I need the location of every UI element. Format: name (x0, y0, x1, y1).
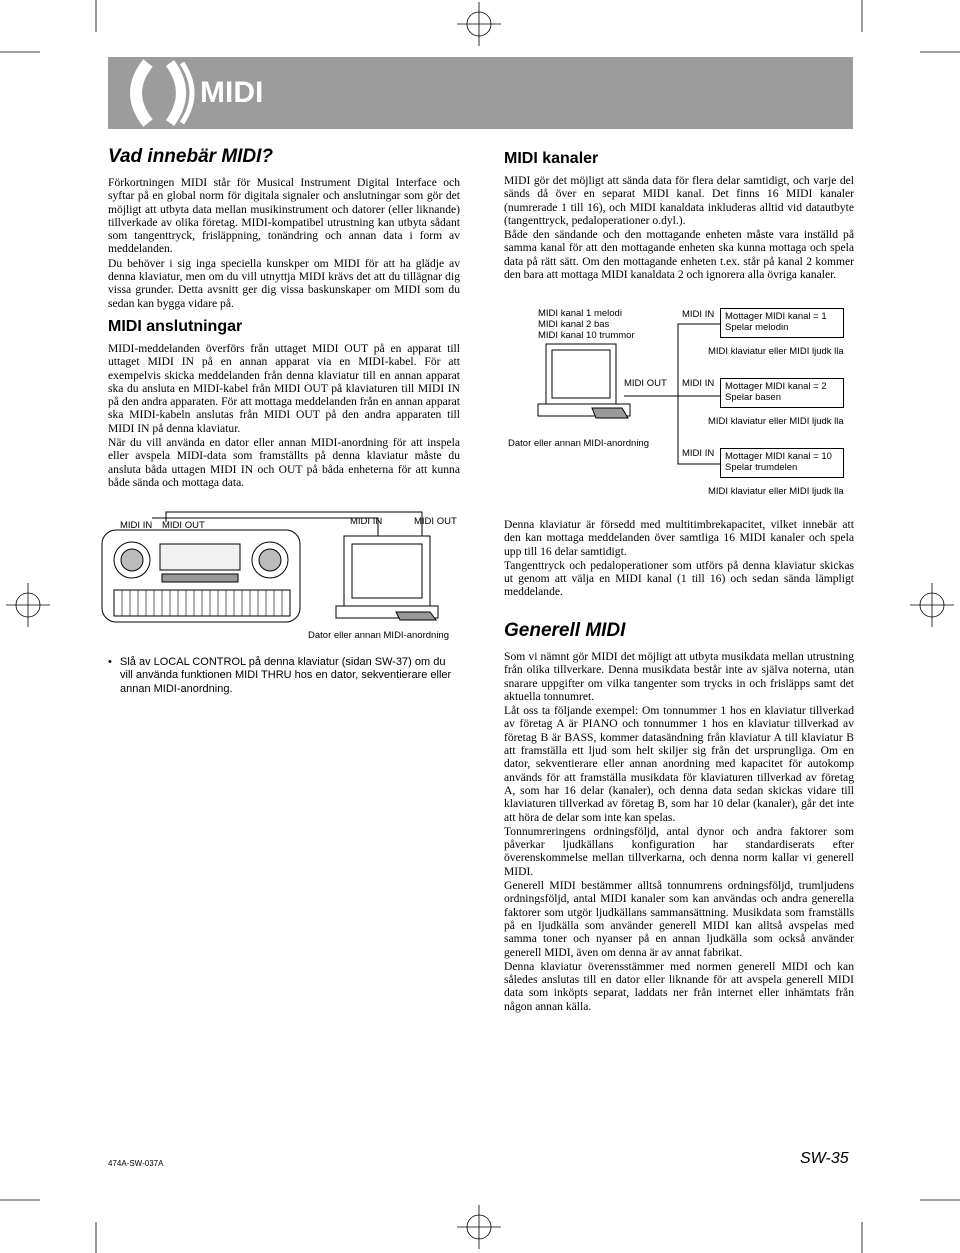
receiver-2-line-1: Mottager MIDI kanal = 2 (725, 381, 827, 392)
receiver-1-line-1: Mottager MIDI kanal = 1 (725, 311, 827, 322)
heading-midi-anslutningar: MIDI anslutningar (108, 318, 243, 335)
paragraph: Förkortningen MIDI står för Musical Instrument Digital Interface och syftar på en global norm för digitala signaler och anslutningar som gör det möjligt att utbyta data mellan musikinstrument och datorer (eller liknande) tillverkade av olika företag. MIDI-kompatibel utrustning kan utbyta sådant som tangenttryck, frisläppning, tonändring och annan data i form av meddelanden. (108, 176, 460, 256)
heading-vad-innebar-midi: Vad innebär MIDI? (108, 146, 274, 167)
sender-line-1: MIDI kanal 1 melodi (538, 308, 622, 319)
receiver-1-midi-in: MIDI IN (682, 309, 715, 320)
paragraph: MIDI gör det möjligt att sända data för flera delar samtidigt, och varje del sänds då över en separat MIDI kanal. Det finns 16 MIDI kanaler (numrerade 1 till 16), och MIDI kanaldata inkluderas alltid vid datautbyte (tangenttryck, pedaloperationer o.dyl.). (504, 174, 854, 227)
right-section-1 (504, 150, 854, 282)
footer-code: 474A-SW-037A (108, 1159, 164, 1168)
receiver-3-line-2: Spelar trumdelen (725, 462, 798, 473)
computer-keyboard (396, 612, 436, 620)
computer-label: Dator eller annan MIDI-anordning (308, 630, 449, 641)
paragraph: Som vi nämnt gör MIDI det möjligt att utbyta musikdata mellan utrustning från olika tillverkare. Denna musikdata består inte av själva noterna, utan snarare uppgifter om vilka tangenter som trycks in och frisläpps samt det aktuella tonnumret. (504, 650, 854, 703)
paragraph: MIDI-meddelanden överförs från uttaget MIDI OUT på en apparat till uttaget MIDI IN på en annan apparat via en MIDI-kabel. För att exempelvis skicka meddelanden från denna klaviatur till en annan apparat ska du ansluta en MIDI-kabel från MIDI OUT på klaviaturen till MIDI IN på den andra apparaten. För att mottaga meddelanden från en annan apparat ska MIDI-kabeln anslutas från MIDI OUT på den andra apparaten till MIDI IN på denna klaviatur. (108, 342, 460, 435)
receiver-2-midi-in: MIDI IN (682, 378, 715, 389)
sender-label: Dator eller annan MIDI-anordning (508, 438, 649, 449)
receiver-3-device: MIDI klaviatur eller MIDI ljudk lla (708, 486, 844, 497)
heading-midi-kanaler: MIDI kanaler (504, 150, 599, 167)
left-section-1 (108, 146, 460, 311)
connection-diagram (100, 508, 470, 648)
paragraph: Denna klaviatur överensstämmer med normen generell MIDI och kan således anslutas till en dator eller liknande för att avspela generell MIDI data som inköpts separat, laddats ner från internet eller inhämtats från någon annan källa. (504, 959, 854, 1013)
receiver-1-device: MIDI klaviatur eller MIDI ljudk lla (708, 346, 844, 357)
computer-midi-in-label: MIDI IN (350, 516, 383, 527)
keyboard-midi-in-label: MIDI IN (120, 520, 153, 531)
sender-line-3: MIDI kanal 10 trummor (538, 330, 635, 341)
page-number: SW-35 (800, 1150, 849, 1167)
header-parenthesis-graphic (108, 57, 198, 129)
paragraph: När du vill använda en dator eller annan MIDI-anordning för att inspela eller avspela MIDI-data som framställts på denna klaviatur måste du ansluta båda uttagen MIDI IN och OUT på båda enheterna för att kunna både sända och mottaga data. (108, 436, 460, 489)
receiver-1-line-2: Spelar melodin (725, 322, 789, 333)
bullet-dot: • (108, 656, 112, 668)
paragraph: Låt oss ta följande exempel: Om tonnummer 1 hos en klaviatur tillverkad av företag A är PIANO och tonnummer 1 hos en klaviatur tillverkad av företag B är BASS, kommer datasändning från klaviatur A till klaviatur B att framställa ett ljud som helt skiljer sig från det ursprungliga. Om en dator, sekventierare eller annan anordning med kapacitet för autokomp används för att framställa musikdata för klaviaturen tillverkad av företag A, som har 16 delar (kanaler), och denna data sedan skickas vidare till klaviaturen tillverkad av företag B, som har 10 delar (kanaler), går det inte att höra de delar som inte kan spelas. (504, 704, 854, 824)
receiver-3-midi-in: MIDI IN (682, 448, 715, 459)
paragraph: Du behöver i sig inga speciella kunskper om MIDI för att ha glädje av denna klaviatur, men om du vill utnyttja MIDI krävs det att du tillägnar dig vissa grunder. Detta avsnitt ger dig vissa baskunskaper om MIDI som du sedan kan bygga vidare på. (108, 256, 460, 310)
bullet-note (108, 656, 460, 697)
receiver-2-device: MIDI klaviatur eller MIDI ljudk lla (708, 416, 844, 427)
sender-midi-out-label: MIDI OUT (624, 378, 667, 389)
paragraph: Generell MIDI bestämmer alltså tonnumrens ordningsföljd, trumljudens ordningsföljd, antal MIDI kanaler som kan användas och andra generella faktorer som utgör ljudkällans sammansättning. Musikdata som framställs på en ljudkälla som använder generell MIDI kan alltså avspelas med samma toner och nyanser på en annan ljudkälla som också använder generell MIDI, även om denna är av annat fabrikat. (504, 879, 854, 959)
receiver-2-box (720, 378, 844, 408)
keyboard-midi-out-label: MIDI OUT (162, 520, 205, 531)
channel-diagram (500, 302, 860, 502)
paragraph: Denna klaviatur är försedd med multitimbrekapacitet, vilket innebär att den kan mottaga meddelanden över samtliga 16 MIDI kanaler och spela upp till 16 delar samtidigt. (504, 518, 854, 558)
right-section-3 (504, 620, 854, 1014)
left-section-2 (108, 318, 460, 490)
receiver-3-line-1: Mottager MIDI kanal = 10 (725, 451, 832, 462)
right-section-2 (504, 518, 854, 600)
keyboard-display (160, 544, 240, 570)
bullet-text: Slå av LOCAL CONTROL på denna klaviatur (sidan SW-37) om du vill använda funktionen MIDI THRU hos en dator, sekventierare eller annan MIDI-anordning. (120, 656, 452, 695)
heading-generell-midi: Generell MIDI (504, 620, 626, 641)
sender-keyboard (592, 408, 628, 418)
computer-midi-out-label: MIDI OUT (414, 516, 457, 527)
paragraph: Tangenttryck och pedaloperationer som utförs på denna klaviatur skickas ut genom att välja en MIDI kanal (1 till 16) och sedan sända lämpligt meddelande. (504, 558, 854, 599)
receiver-1-box (720, 308, 844, 338)
page-title: MIDI (200, 76, 264, 109)
paragraph: Tonnumreringens ordningsföljd, antal dynor och andra faktorer som påverkar ljudkällans konfiguration har standardiserats efter överenskommelse mellan tillverkarna, och denna norm kallar vi generell MIDI. (504, 824, 854, 878)
receiver-2-line-2: Spelar basen (725, 392, 781, 403)
connection-drawing (100, 508, 470, 648)
receiver-3-box (720, 448, 844, 478)
paragraph: Både den sändande och den mottagande enheten måste vara inställd på samma kanal för att den mottagande enheten ska kunna mottaga och spela data på rätt sätt. Om den mottagande enheten t.ex. står på kanal 2 kommer den bara att mottaga MIDI kanaldata 2 och ignorera alla övriga kanaler. (504, 228, 854, 282)
sender-line-2: MIDI kanal 2 bas (538, 319, 610, 330)
